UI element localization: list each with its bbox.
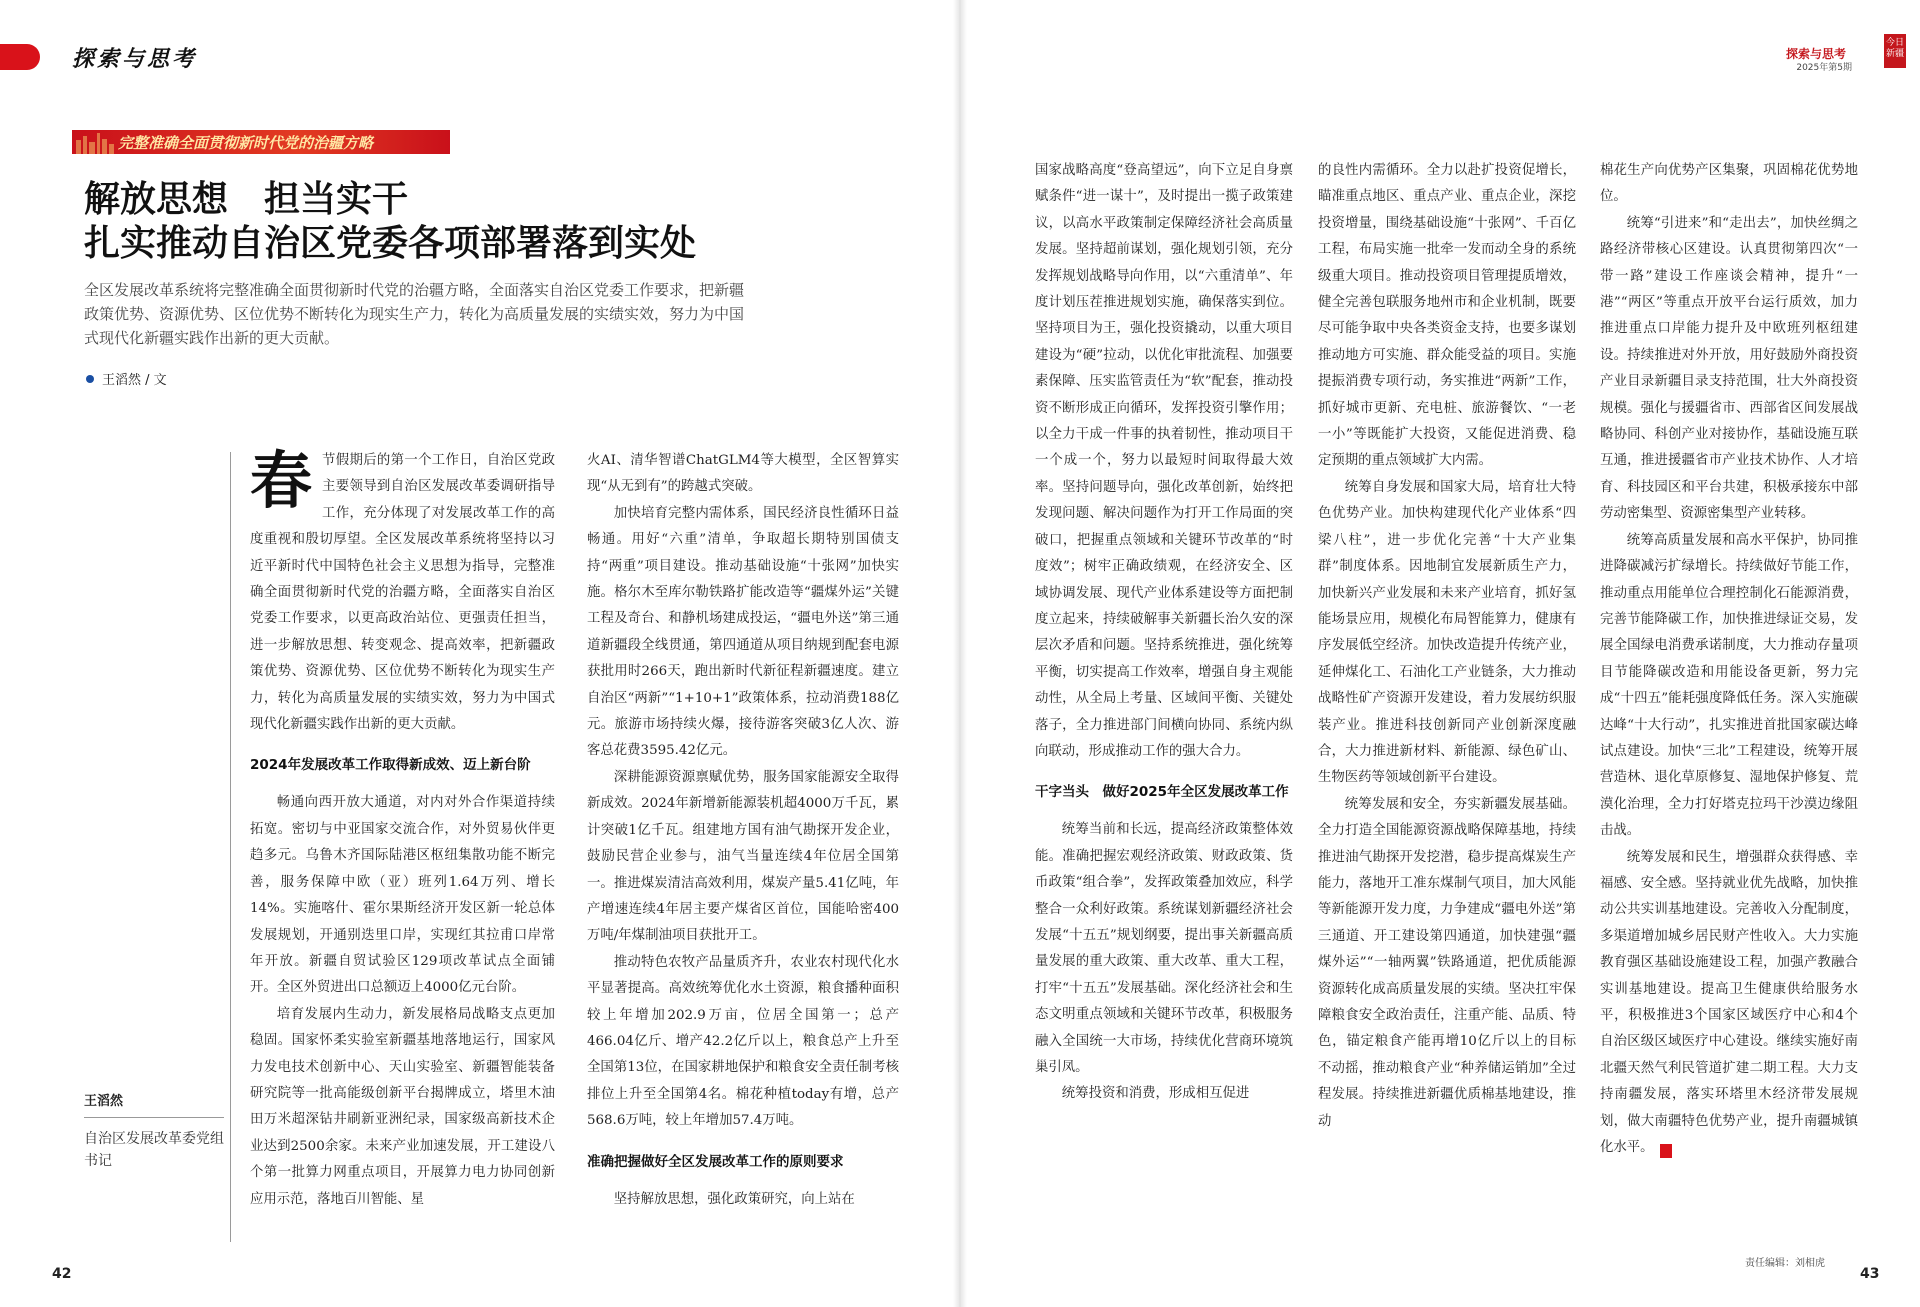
page-number-left: 42 [52,1266,72,1282]
paragraph: 棉花生产向优势产区集聚，巩固棉花优势地位。 [1600,163,1858,205]
paragraph: 的良性内需循环。全力以赴扩投资促增长，瞄准重点地区、重点产业、重点企业，深挖投资增量，围绕基础设施“十张网”、千百亿工程，布局实施一批牵一发而动全身的系统级重大项目。推动投资项目管理提质增效，健全完善包联服务地州市和企业机制，既要尽可能争取中央各类资金支持，也要多谋划推动地方可实施、群众能受益的项目。实施提振消费专项行动，务实推进“两新”工作，抓好城市更新、充电桩、旅游餐饮、“一老一小”等既能扩大投资，又能促进消费、稳定预期的重点领域扩大内需。 [1318,163,1576,469]
paragraph: 统筹高质量发展和高水平保护，协同推进降碳减污扩绿增长。持续做好节能工作，推动重点用能单位合理控制化石能源消费，完善节能降碳工作，加快推进绿证交易，发展全国绿电消费承诺制度，大力推动存量项目节能降碳改造和用能设备更新，努力完成“十四五”能耗强度降低任务。深入实施碳达峰“十大行动”，扎实推进首批国家碳达峰试点建设。加快“三北”工程建设，统筹开展营造林、退化草原修复、湿地保护修复、荒漠化治理，全力打好塔克拉玛干沙漠边缘阻击战。 [1600,532,1858,839]
paragraph: 火AI、清华智谱ChatGLM4等大模型，全区智算实现“从无到有”的跨越式突破。 [587,453,899,495]
article-column-3 [1035,158,1293,1108]
article-column-4 [1318,158,1576,1135]
article-column-5 [1600,158,1858,1161]
paragraph: 坚持解放思想，强化政策研究，向上站在 [613,1191,855,1207]
paragraph: 畅通向西开放大通道，对内对外合作渠道持续拓宽。密切与中亚国家交流合作，对外贸易伙伴更趋多元。乌鲁木齐国际陆港区枢纽集散功能不断完善，服务保障中欧（亚）班列1.64万列、增长14%。实施喀什、霍尔果斯经济开发区新一轮总体发展规划，开通别迭里口岸，实现红其拉甫口岸常年开放。新疆自贸试验区129项改革试点全面铺开。全区外贸进出口总额迈上4000亿元台阶。 [250,795,555,996]
paragraph: 培育发展内生动力，新发展格局战略支点更加稳固。国家怀柔实验室新疆基地落地运行，国家风力发电技术创新中心、天山实验室、新疆智能装备研究院等一批高能级创新平台揭牌成立，塔里木油田万米超深钻井刷新亚洲纪录，国家级高新技术企业达到2500余家。未来产业加速发展，开工建设八个第一批算力网重点项目，开展算力电力协同创新应用示范，落地百川智能、星 [250,1006,555,1207]
byline-dot-icon [86,375,94,383]
paragraph: 统筹自身发展和国家大局，培育壮大特色优势产业。加快构建现代化产业体系“四梁八柱”，进一步优化完善“十大产业集群”制度体系。因地制宜发展新质生产力，加快新兴产业发展和未来产业培育，抓好氢能场景应用，规模化布局智能算力，健康有序发展低空经济。加快改造提升传统产业，延伸煤化工、石油化工产业链条，大力推动战略性矿产资源开发建设，着力发展纺织服装产业。推进科技创新同产业创新深度融合，大力推进新材料、新能源、绿色矿山、生物医药等领域创新平台建设。 [1318,479,1576,786]
paragraph: 统筹当前和长远，提高经济政策整体效能。准确把握宏观经济政策、财政政策、货币政策“组合拳”，发挥政策叠加效应，科学整合一众利好政策。系统谋划新疆经济社会发展“十五五”规划纲要，提出事关新疆高质量发展的重大政策、重大改革、重大工程，打牢“十五五”发展基础。深化经济社会和生态文明重点领域和关键环节改革，积极服务融入全国统一大市场，持续优化营商环境筑巢引凤。 [1035,822,1293,1075]
headline-line-1: 解放思想 担当实干 [84,179,409,220]
page-gutter [953,0,967,1307]
paragraph: 推动特色农牧产品量质齐升，农业农村现代化水平显著提高。高效统筹优化水土资源，粮食播种面积较上年增加202.9万亩，位居全国第一；总产466.04亿斤、增产42.2亿斤以上，粮食总产上升至全国第13位，在国家耕地保护和粮食安全责任制考核排位上升至全国第4名。棉花种植today有增，总产568.6万吨，较上年增加57.4万吨。 [587,954,899,1129]
paragraph: 统筹发展和安全，夯实新疆发展基础。全力打造全国能源资源战略保障基地，持续推进油气勘探开发挖潜，稳步提高煤炭生产能力，落地开工准东煤制气项目，加大风能等新能源开发力度，力争建成“疆电外送”第三通道、开工建设第四通道，加快建强“疆煤外运”“一轴两翼”铁路通道，把优质能源资源转化成高质量发展的实绩。坚决扛牢保障粮食安全政治责任，注重产能、品质、特色，锚定粮食产能再增10亿斤以上的目标不动摇，推动粮食产业“种养储运销加”全过程发展。持续推进新疆优质棉基地建设，推动 [1318,796,1576,1129]
lead-paragraph: 全区发展改革系统将完整准确全面贯彻新时代党的治疆方略，全面落实自治区党委工作要求，把新疆政策优势、资源优势、区位优势不断转化为现实生产力，转化为高质量发展的实绩实效，努力为中国式现代化新疆实践作出新的更大贡献。 [84,281,745,347]
paragraph: 统筹发展和民生，增强群众获得感、幸福感、安全感。坚持就业优先战略，加快推动公共实训基地建设。完善收入分配制度，多渠道增加城乡居民财产性收入。大力实施教育强区基础设施建设工程，加强产教融合实训基地建设。提高卫生健康供给服务水平，积极推进3个国家区域医疗中心和4个自治区级区域医疗中心建设。继续实施好南北疆天然气利民管道扩建二期工程。大力支持南疆发展，落实环塔里木经济带发展规划，做大南疆特色优势产业，提升南疆城镇化水平。 J [1600,849,1858,1157]
topic-banner [72,130,450,154]
paragraph: 统筹“引进来”和“走出去”，加快丝绸之路经济带核心区建设。认真贯彻第四次“一带一路”建设工作座谈会精神，提升“一港”“两区”等重点开放平台运行质效，加力推进重点口岸能力提升及中欧班列枢纽建设。持续推进对外开放，用好鼓励外商投资产业目录新疆目录支持范围，壮大外商投资规模。强化与援疆省市、西部省区间发展战略协同、科创产业对接协作，基础设施互联互通，推进援疆省市产业技术协作、人才培育、科技园区和平台共建，积极承接东中部劳动密集型、资源密集型产业转移。 [1600,215,1858,522]
end-mark-icon: J [1660,1144,1672,1158]
page-number-right: 43 [1860,1266,1880,1282]
subheading: 准确把握做好全区发展改革工作的原则要求 [587,1153,844,1170]
author-name: 王滔然 [84,1090,224,1118]
byline [86,369,167,388]
section-label-left: 探索与思考 [72,46,198,72]
issue-label: 2025年第5期 [1796,63,1852,73]
magazine-logo: 今日新疆 [1884,34,1906,68]
paragraph: 深耕能源资源禀赋优势，服务国家能源安全取得新成效。2024年新增新能源装机超4000万千瓦，累计突破1亿千瓦。组建地方国有油气勘探开发企业，鼓励民营企业参与，油气当量连续4年位居全国第一。推进煤炭清洁高效利用，煤炭产量5.41亿吨，年产增速连续4年居主要产煤省区首位，国能哈密400万吨/年煤制油项目获批开工。 [587,769,899,944]
author-title: 自治区发展改革委党组书记 [84,1131,224,1169]
paragraph: 加快培育完整内需体系，国民经济良性循环日益畅通。用好“六重”清单，争取超长期特别国债支持“两重”项目建设。推动基础设施“十张网”加快实施。格尔木至库尔勒铁路扩能改造等“疆煤外运”关键工程及奇台、和静机场建成投运，“疆电外送”第三通道新疆段全线贯通，第四通道从项目纳规到配套电源获批用时266天，跑出新时代新征程新疆速度。建立自治区“两新”“1+10+1”政策体系，拉动消费188亿元。旅游市场持续火爆，接待游客突破3亿人次、游客总花费3595.42亿元。 [587,505,899,759]
banner-text: 完整准确全面贯彻新时代党的治疆方略 [118,134,374,152]
column-divider [230,452,231,1242]
subheading: 2024年发展改革工作取得新成效、迈上新台阶 [250,757,531,774]
red-tab-decoration [0,44,40,70]
dropcap: 春 [250,444,313,517]
section-label-right: 探索与思考 [1786,47,1847,61]
paragraph: 统筹投资和消费，形成相互促进 [1061,1086,1250,1102]
subheading: 干字当头 做好2025年全区发展改革工作 [1035,784,1289,801]
headline-line-2: 扎实推动自治区党委各项部署落到实处 [84,223,697,264]
author-box [84,1090,224,1172]
paragraph: 春节假期后的第一个工作日，自治区党政主要领导到自治区发展改革委调研指导工作，充分体现了对发展改革工作的高度重视和殷切厚望。全区发展改革系统将坚持以习近平新时代中国特色社会主义思想为指导，完整准确全面贯彻新时代党的治疆方略，全面落实自治区党委工作要求，以更高政治站位、更强责任担当，进一步解放思想、转变观念、提高效率，把新疆政策优势、资源优势、区位优势不断转化为现实生产力，转化为高质量发展的实绩实效，努力为中国式现代化新疆实践作出新的更大贡献。 [250,444,555,733]
editor-credit: 责任编辑：刘相虎 [1745,1258,1825,1269]
paragraph: 国家战略高度“登高望远”，向下立足自身禀赋条件“进一谋十”，及时提出一揽子政策建议，以高水平政策制定保障经济社会高质量发展。坚持超前谋划，强化规划引领，充分发挥规划战略导向作用，以“六重清单”、年度计划压茬推进规划实施，确保落实到位。坚持项目为王，强化投资撬动，以重大项目建设为“硬”拉动，以优化审批流程、加强要素保障、压实监管责任为“软”配套，推动投资不断形成正向循环，发挥投资引擎作用；以全力干成一件事的执着韧性，推动项目干一个成一个，努力以最短时间取得最大效率。坚持问题导向，强化改革创新，始终把发现问题、解决问题作为打开工作局面的突破口，把握重点领域和关键环节改革的“时度效”；树牢正确政绩观，在经济安全、区域协调发展、现代产业体系建设等方面把制度立起来，持续破解事关新疆长治久安的深层次矛盾和问题。坚持系统推进，强化统筹平衡，切实提高工作效率，增强自身主观能动性，从全局上考量、区域间平衡、关键处落子，全力推进部门间横向协同、系统内纵向联动，形成推动工作的强大合力。 [1035,163,1293,759]
article-column-2 [587,448,899,1213]
headline [84,178,696,266]
byline-text: 王滔然 / 文 [102,373,167,388]
article-column-1 [250,444,555,1213]
